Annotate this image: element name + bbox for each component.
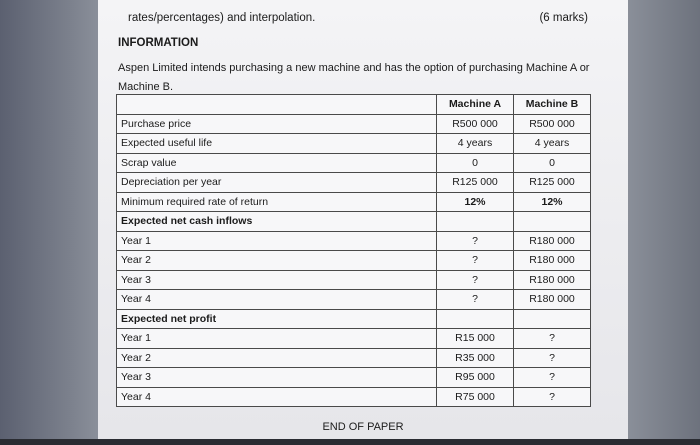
row-label: Year 4 — [117, 290, 437, 310]
table-row — [117, 329, 591, 349]
row-label: Scrap value — [117, 153, 437, 173]
machine-a-value: R500 000 — [437, 114, 514, 134]
machine-a-value — [437, 309, 514, 329]
table-row — [117, 114, 591, 134]
table-row — [117, 290, 591, 310]
machine-a-value: ? — [437, 231, 514, 251]
machine-b-value: R180 000 — [514, 251, 591, 271]
question-line — [128, 12, 588, 24]
row-label: Year 2 — [117, 348, 437, 368]
row-label: Year 1 — [117, 231, 437, 251]
row-label: Year 3 — [117, 368, 437, 388]
row-label: Depreciation per year — [117, 173, 437, 193]
exam-paper — [98, 0, 628, 439]
machine-a-value: 4 years — [437, 134, 514, 154]
machine-b-value: 12% — [514, 192, 591, 212]
screen-bezel-right — [628, 0, 700, 445]
table-header-row — [117, 95, 591, 115]
machine-b-value: ? — [514, 329, 591, 349]
machine-b-value: R180 000 — [514, 231, 591, 251]
machine-b-value: ? — [514, 348, 591, 368]
machine-a-value — [437, 212, 514, 232]
machine-a-value: R75 000 — [437, 387, 514, 407]
machine-comparison-table — [116, 94, 591, 407]
row-label: Minimum required rate of return — [117, 192, 437, 212]
machine-b-value: R125 000 — [514, 173, 591, 193]
row-label: Purchase price — [117, 114, 437, 134]
machine-a-value: 12% — [437, 192, 514, 212]
row-label: Year 4 — [117, 387, 437, 407]
table-row — [117, 153, 591, 173]
machine-a-value: R35 000 — [437, 348, 514, 368]
machine-b-value: ? — [514, 368, 591, 388]
row-label: Year 2 — [117, 251, 437, 271]
table-row — [117, 387, 591, 407]
machine-a-value: R125 000 — [437, 173, 514, 193]
table-row — [117, 173, 591, 193]
screen-bezel-left — [0, 0, 98, 445]
table-row — [117, 270, 591, 290]
table-row — [117, 251, 591, 271]
header-machine-b: Machine B — [514, 95, 591, 115]
table-row — [117, 348, 591, 368]
machine-b-value — [514, 309, 591, 329]
header-blank — [117, 95, 437, 115]
machine-a-value: ? — [437, 270, 514, 290]
row-label: Year 3 — [117, 270, 437, 290]
machine-a-value: ? — [437, 251, 514, 271]
question-text: rates/percentages) and interpolation. — [128, 12, 316, 24]
information-heading: INFORMATION — [118, 37, 199, 49]
screen-bottom-edge — [0, 439, 700, 445]
table-row — [117, 231, 591, 251]
table-row — [117, 192, 591, 212]
machine-b-value: R500 000 — [514, 114, 591, 134]
machine-b-value: ? — [514, 387, 591, 407]
machine-b-value: R180 000 — [514, 290, 591, 310]
machine-a-value: 0 — [437, 153, 514, 173]
machine-a-value: ? — [437, 290, 514, 310]
table-row — [117, 134, 591, 154]
machine-b-value: 4 years — [514, 134, 591, 154]
table-row — [117, 368, 591, 388]
machine-a-value: R15 000 — [437, 329, 514, 349]
row-label: Year 1 — [117, 329, 437, 349]
row-label: Expected useful life — [117, 134, 437, 154]
header-machine-a: Machine A — [437, 95, 514, 115]
section-label: Expected net cash inflows — [117, 212, 437, 232]
machine-b-value: R180 000 — [514, 270, 591, 290]
section-row — [117, 309, 591, 329]
machine-b-value — [514, 212, 591, 232]
marks-label: (6 marks) — [539, 12, 588, 24]
machine-b-value: 0 — [514, 153, 591, 173]
information-line-1: Aspen Limited intends purchasing a new machine and has the option of purchasing Machine A or Machine B. — [118, 62, 590, 93]
machine-a-value: R95 000 — [437, 368, 514, 388]
section-row — [117, 212, 591, 232]
end-of-paper: END OF PAPER — [322, 421, 404, 433]
section-label: Expected net profit — [117, 309, 437, 329]
